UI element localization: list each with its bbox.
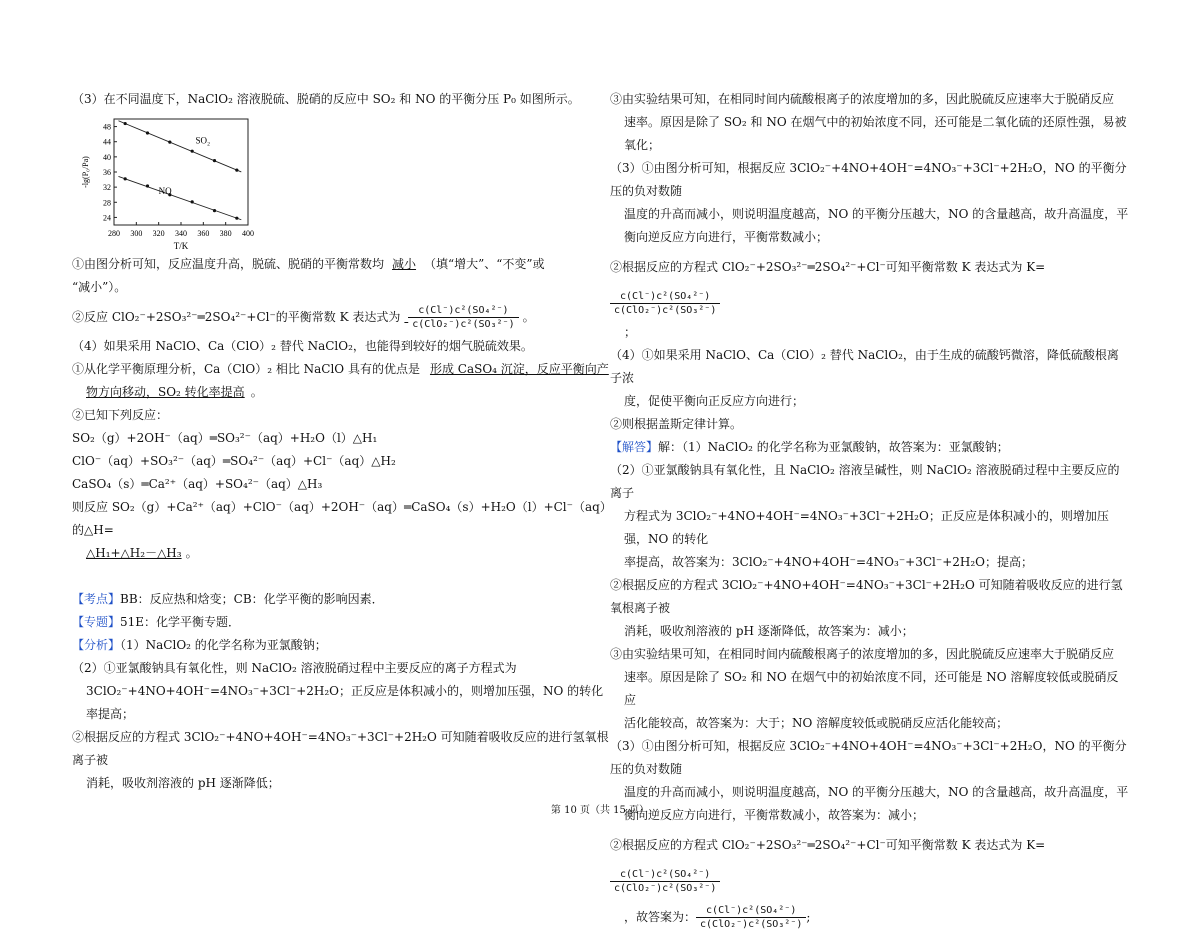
so2-point: [235, 169, 238, 172]
no-point: [146, 184, 149, 187]
answer-k-expression: [400, 305, 522, 330]
r-line-5: 温度的升高而减小，则说明温度越高，NO 的平衡分压越大，NO 的含量越高，故升高温度，平: [624, 207, 1129, 221]
k-fraction-2: [610, 290, 720, 317]
answer-decrease: 减小: [392, 257, 417, 271]
fenxi-2: （2）①亚氯酸钠具有氧化性，则 NaClO₂ 溶液脱硝过程中主要反应的离子方程式为: [72, 661, 517, 675]
partial-pressure-chart: [78, 113, 258, 253]
so2-series-label: SO₂: [195, 135, 211, 146]
r-line-18: ③由实验结果可知，在相同时间内硫酸根离子的浓度增加的多，因此脱硫反应速率大于脱硝反应: [610, 647, 1115, 661]
period: 。: [250, 385, 263, 399]
r-line-4: （3）①由图分析可知，根据反应 3ClO₂⁻+4NO+4OH⁻=4NO₃⁻+3Cl⁻+2H₂O，NO 的平衡分压的负对数随: [610, 161, 1127, 198]
y-axis-label: -lg(P₀/Pa): [81, 156, 90, 188]
so2-point: [168, 140, 171, 143]
y-tick-label: 36: [103, 168, 111, 177]
kaodian-line: [72, 588, 612, 611]
period: 。: [185, 546, 198, 560]
reaction-2: ClO⁻（aq）+SO₃²⁻（aq）═SO₄²⁻（aq）+Cl⁻（aq）△H₂: [72, 454, 396, 468]
fenxi-2b: 3ClO₂⁻+4NO+4OH⁻=4NO₃⁻+3Cl⁻+2H₂O；正反应是体积减小的，则增加压强，NO 的转化率提高；: [86, 684, 604, 721]
r-line-9: （4）①如果采用 NaClO、Ca（ClO）₂ 替代 NaClO₂，由于生成的硫酸钙微溶，降低硫酸根离子浓: [610, 348, 1119, 385]
y-tick-label: 32: [103, 183, 111, 193]
r-line-1: ③由实验结果可知，在相同时间内硫酸根离子的浓度增加的多，因此脱硫反应速率大于脱硝反应: [610, 92, 1115, 106]
kaodian-tag: 【考点】: [72, 592, 121, 606]
q3-1-line: [72, 253, 612, 276]
so2-point: [124, 122, 127, 125]
y-tick-label: 24: [103, 213, 111, 223]
jieda-text: 解：（1）NaClO₂ 的化学名称为亚氯酸钠，故答案为：亚氯酸钠；: [658, 440, 1009, 454]
r-line-6: 衡向逆反应方向进行，平衡常数减小；: [624, 230, 829, 244]
y-tick-label: 40: [103, 152, 111, 162]
kaodian-text: BB：反应热和焓变；CB：化学平衡的影响因素．: [120, 592, 384, 606]
fenxi-text: （1）NaClO₂ 的化学名称为亚氯酸钠；: [120, 638, 327, 652]
no-point: [235, 217, 238, 220]
x-tick-label: 280: [108, 229, 120, 238]
q3-2-line: [72, 299, 612, 335]
so2-point: [146, 131, 149, 134]
q4-intro: （4）如果采用 NaClO、Ca（ClO）₂ 替代 NaClO₂，也能得到较好的烟气脱硫效果。: [72, 339, 533, 353]
answer-advantage-1: 形成 CaSO₄ 沉淀，反应平衡向产: [429, 362, 609, 376]
r-line-16: ②根据反应的方程式 3ClO₂⁻+4NO+4OH⁻=4NO₃⁻+3Cl⁻+2H₂O 可知随着吸收反应的进行氢氧根离子被: [610, 578, 1123, 615]
r-line-25: [610, 899, 1130, 935]
plot-frame: [114, 119, 248, 225]
no-line: [118, 176, 241, 219]
r-line-3: 氧化；: [624, 138, 661, 152]
k-fraction-4: [696, 904, 806, 931]
q3-1-hint: （填“增大”、“不变”或: [424, 257, 545, 271]
zhuanti-line: [72, 611, 612, 634]
q4-1-line2: [72, 381, 612, 404]
r-line-19: 速率。原因是除了 SO₂ 和 NO 在烟气中的初始浓度不同，还可能是 NO 溶解度较低或脱硝反应: [624, 670, 1119, 707]
r-line-23: 衡向逆反应方向进行，平衡常数减小，故答案为：减小；: [624, 808, 925, 822]
so2-point: [191, 150, 194, 153]
no-point: [124, 177, 127, 180]
q4-2-question: 则反应 SO₂（g）+Ca²⁺（aq）+ClO⁻（aq）+2OH⁻（aq）═CaSO₄（s）+H₂O（l）+Cl⁻（aq）的△H=: [72, 500, 612, 537]
y-tick-label: 28: [103, 198, 111, 208]
q3-intro: （3）在不同温度下，NaClO₂ 溶液脱硫、脱硝的反应中 SO₂ 和 NO 的平衡分压 P₀ 如图所示。: [72, 92, 580, 106]
no-point: [213, 209, 216, 212]
period: 。: [522, 310, 535, 324]
left-column: [72, 88, 612, 795]
so2-line: [118, 121, 241, 172]
r-line-22: 温度的升高而减小，则说明温度越高，NO 的平衡分压越大，NO 的含量越高，故升高温度，平: [624, 785, 1129, 799]
k-denominator: c(ClO₂⁻)c²(SO₃²⁻): [700, 919, 803, 930]
reaction-1: SO₂（g）+2OH⁻（aq）═SO₃²⁻（aq）+H₂O（l）△H₁: [72, 431, 378, 445]
r-line-21: （3）①由图分析可知，根据反应 3ClO₂⁻+4NO+4OH⁻=4NO₃⁻+3Cl⁻+2H₂O，NO 的平衡分压的负对数随: [610, 739, 1127, 776]
x-axis-label: T/K: [173, 241, 189, 251]
x-tick-label: 300: [130, 229, 143, 238]
y-tick-label: 48: [103, 122, 111, 132]
fenxi-3: ②根据反应的方程式 3ClO₂⁻+4NO+4OH⁻=4NO₃⁻+3Cl⁻+2H₂O 可知随着吸收反应的进行氢氧根离子被: [72, 730, 609, 767]
x-tick-label: 340: [175, 229, 187, 238]
fenxi-line: [72, 634, 612, 657]
r-line-7: [610, 249, 1130, 321]
r-line-17: 消耗，吸收剂溶液的 pH 逐渐降低，故答案为：减小；: [624, 624, 914, 638]
x-tick-label: 380: [219, 229, 232, 238]
no-series-label: NO: [158, 185, 172, 196]
answer-delta-h: △H₁+△H₂－△H₃: [86, 546, 182, 560]
r-line-7-text: ②根据反应的方程式 ClO₂⁻+2SO₃²⁻═2SO₄²⁻+Cl⁻可知平衡常数 K 表达式为 K=: [610, 260, 1046, 274]
x-tick-label: 360: [197, 229, 210, 238]
fenxi-3b: 消耗，吸收剂溶液的 pH 逐渐降低；: [86, 776, 280, 790]
jieda-tag: 【解答】: [610, 440, 659, 454]
r-line-10: 度，促使平衡向正反应方向进行；: [624, 394, 805, 408]
jieda-line: [610, 436, 1130, 459]
q4-1-text: ①从化学平衡原理分析，Ca（ClO）₂ 相比 NaClO 具有的优点是: [72, 362, 420, 376]
k-numerator: c(Cl⁻)c²(SO₄²⁻): [408, 304, 518, 318]
reaction-3: CaSO₄（s）═Ca²⁺（aq）+SO₄²⁻（aq）△H₃: [72, 477, 323, 491]
x-tick-label: 320: [152, 229, 165, 238]
k-numerator: c(Cl⁻)c²(SO₄²⁻): [610, 290, 720, 304]
k-denominator: c(ClO₂⁻)c²(SO₃²⁻): [614, 883, 717, 894]
r-line-20: 活化能较高，故答案为：大于；NO 溶解度较低或脱硝反应活化能较高；: [624, 716, 1009, 730]
k-fraction-1: [408, 304, 518, 331]
r-line-2: 速率。原因是除了 SO₂ 和 NO 在烟气中的初始浓度不同，还可能是二氧化硫的还原性强，易被: [624, 115, 1127, 129]
r-line-13: （2）①亚氯酸钠具有氧化性，且 NaClO₂ 溶液呈碱性，则 NaClO₂ 溶液脱硝过程中主要反应的离子: [610, 463, 1120, 500]
k-fraction-3: [610, 868, 720, 895]
k-denominator: c(ClO₂⁻)c²(SO₃²⁻): [614, 305, 717, 316]
fenxi-tag: 【分析】: [72, 638, 121, 652]
page-footer: 第 10 页（共 15 页）: [550, 805, 650, 816]
zhuanti-tag: 【专题】: [72, 615, 121, 629]
q4-1-line: [72, 358, 612, 381]
q4-2-answer-line: [72, 542, 612, 565]
x-tick-label: 400: [242, 229, 254, 238]
r-line-25-text: ，故答案为：: [624, 910, 697, 924]
q3-1-hint-end: “减小”）。: [72, 280, 127, 294]
q3-1-text: ①由图分析可知，反应温度升高，脱硫、脱硝的平衡常数均: [72, 257, 385, 271]
so2-point: [213, 159, 216, 162]
k-numerator: c(Cl⁻)c²(SO₄²⁻): [610, 868, 720, 882]
no-point: [191, 200, 194, 203]
k-denominator: c(ClO₂⁻)c²(SO₃²⁻): [412, 319, 515, 330]
r-line-24: [610, 827, 1130, 899]
r-line-24-text: ②根据反应的方程式 ClO₂⁻+2SO₃²⁻═2SO₄²⁻+Cl⁻可知平衡常数 K 表达式为 K=: [610, 838, 1046, 852]
semicolon: ;: [806, 910, 811, 924]
r-line-8: ；: [624, 325, 637, 339]
answer-advantage-2: 物方向移动，SO₂ 转化率提高: [86, 385, 245, 399]
q4-2-intro: ②已知下列反应：: [72, 408, 169, 422]
y-tick-label: 44: [103, 137, 111, 147]
k-numerator: c(Cl⁻)c²(SO₄²⁻): [696, 904, 806, 918]
q3-2-text: ②反应 ClO₂⁻+2SO₃²⁻═2SO₄²⁻+Cl⁻的平衡常数 K 表达式为: [72, 310, 401, 324]
r-line-15: 率提高，故答案为：3ClO₂⁻+4NO+4OH⁻=4NO₃⁻+3Cl⁻+2H₂O；提高；: [624, 555, 1034, 569]
zhuanti-text: 51E：化学平衡专题．: [120, 615, 241, 629]
r-line-11: ②则根据盖斯定律计算。: [610, 417, 743, 431]
r-line-14: 方程式为 3ClO₂⁻+4NO+4OH⁻=4NO₃⁻+3Cl⁻+2H₂O；正反应是体积减小的，则增加压强，NO 的转化: [624, 509, 1109, 546]
